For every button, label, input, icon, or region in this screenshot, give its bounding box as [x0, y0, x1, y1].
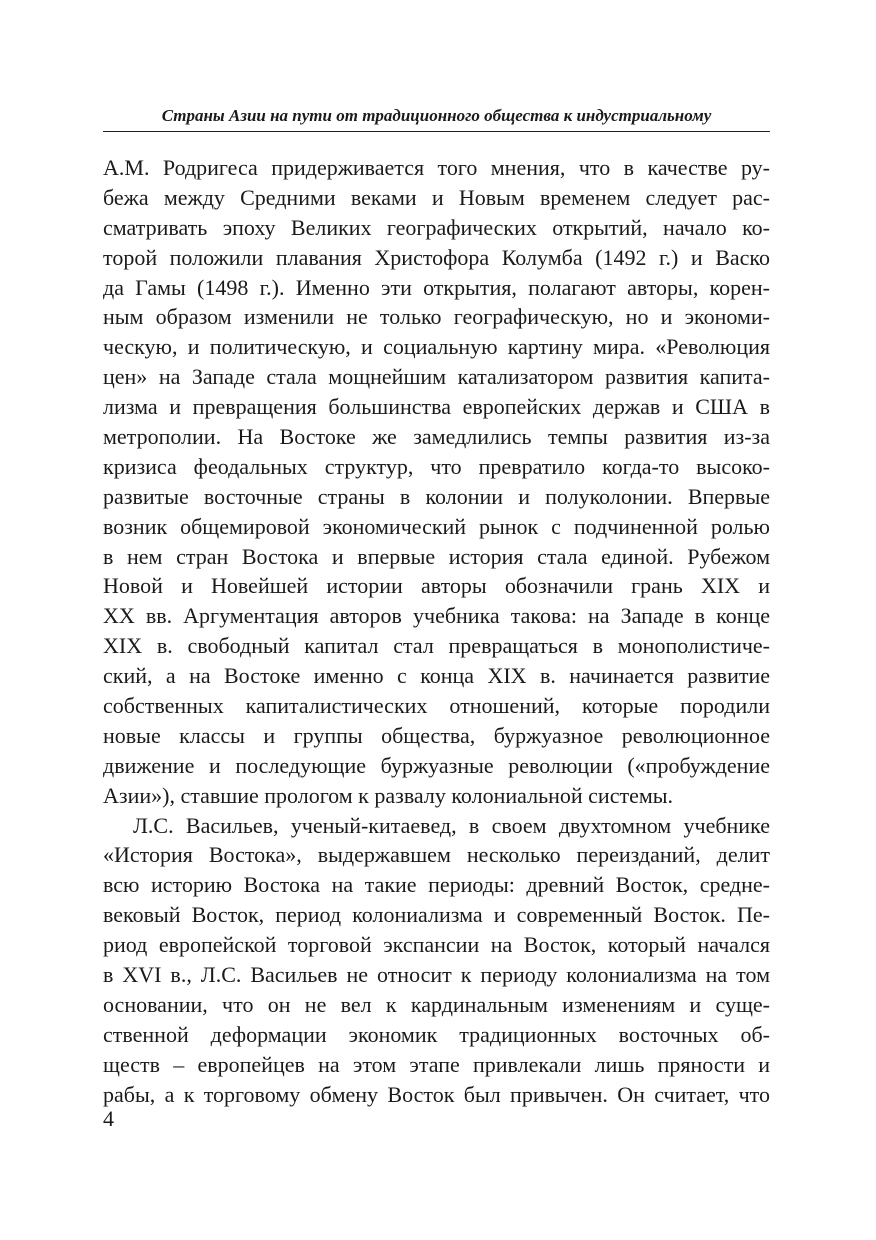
body-text: [103, 153, 770, 1110]
running-header: Страны Азии на пути от традиционного общества к индустриальному: [161, 106, 712, 125]
page-number: 4: [103, 1106, 114, 1131]
text-line: возник общемировой экономический рынок с подчиненной ролью: [103, 513, 770, 539]
text-line: бежа между Средними веками и Новым временем следует рас-: [103, 184, 770, 210]
text-line: XIX в. свободный капитал стал превращаться в монополистиче-: [103, 633, 770, 659]
text-line: в нем стран Востока и впервые история стала единой. Рубежом: [103, 543, 770, 569]
text-line: всю историю Востока на такие периоды: древний Восток, средне-: [103, 872, 770, 898]
paragraph-first-line: Л.С. Васильев, ученый-китаевед, в своем двухтомном учебнике: [133, 812, 770, 838]
text-line: развитые восточные страны в колонии и полуколонии. Впервые: [103, 483, 770, 509]
text-line: основании, что он не вел к кардинальным изменениям и суще-: [103, 991, 770, 1017]
header-rule: [103, 131, 770, 132]
text-line: Новой и Новейшей истории авторы обозначили грань XIX и: [103, 573, 770, 599]
text-line: вековый Восток, период колониализма и современный Восток. Пе-: [103, 902, 770, 928]
text-line: кризиса феодальных структур, что превратило когда-то высоко-: [103, 453, 770, 479]
text-line: рабы, а к торговому обмену Восток был привычен. Он считает, что: [103, 1081, 770, 1107]
text-line: ным образом изменили не только географическую, но и экономи-: [103, 304, 770, 330]
text-line: ский, а на Востоке именно с конца XIX в. начинается развитие: [103, 663, 770, 689]
text-line: сматривать эпоху Великих географических открытий, начало ко-: [103, 214, 770, 240]
text-line: риод европейской торговой экспансии на Восток, который начался: [103, 932, 770, 958]
text-line: да Гамы (1498 г.). Именно эти открытия, полагают авторы, корен-: [103, 274, 770, 300]
text-line: метрополии. На Востоке же замедлились темпы развития из-за: [103, 424, 770, 450]
text-line: ственной деформации экономик традиционных восточных об-: [103, 1021, 770, 1047]
text-line: ществ – европейцев на этом этапе привлекали лишь пряности и: [103, 1051, 770, 1077]
text-line: в XVI в., Л.С. Васильев не относит к периоду колониализма на том: [103, 962, 770, 988]
text-line: цен» на Западе стала мощнейшим катализатором развития капита-: [103, 364, 770, 390]
text-line: А.М. Родригеса придерживается того мнения, что в качестве ру-: [103, 155, 770, 180]
text-line: «История Востока», выдержавшем несколько переизданий, делит: [103, 842, 770, 868]
text-line: собственных капиталистических отношений, которые породили: [103, 693, 770, 719]
text-line: новые классы и группы общества, буржуазное революционное: [103, 722, 770, 748]
text-line: ческую, и политическую, и социальную картину мира. «Революция: [103, 334, 770, 360]
text-line: торой положили плавания Христофора Колумба (1492 г.) и Васко: [103, 244, 770, 270]
text-line: Азии»), ставшие прологом к развалу колониальной системы.: [103, 782, 674, 808]
text-line: XX вв. Аргументация авторов учебника такова: на Западе в конце: [103, 603, 770, 629]
text-line: движение и последующие буржуазные революции («пробуждение: [103, 752, 770, 778]
text-line: лизма и превращения большинства европейских держав и США в: [103, 394, 770, 420]
